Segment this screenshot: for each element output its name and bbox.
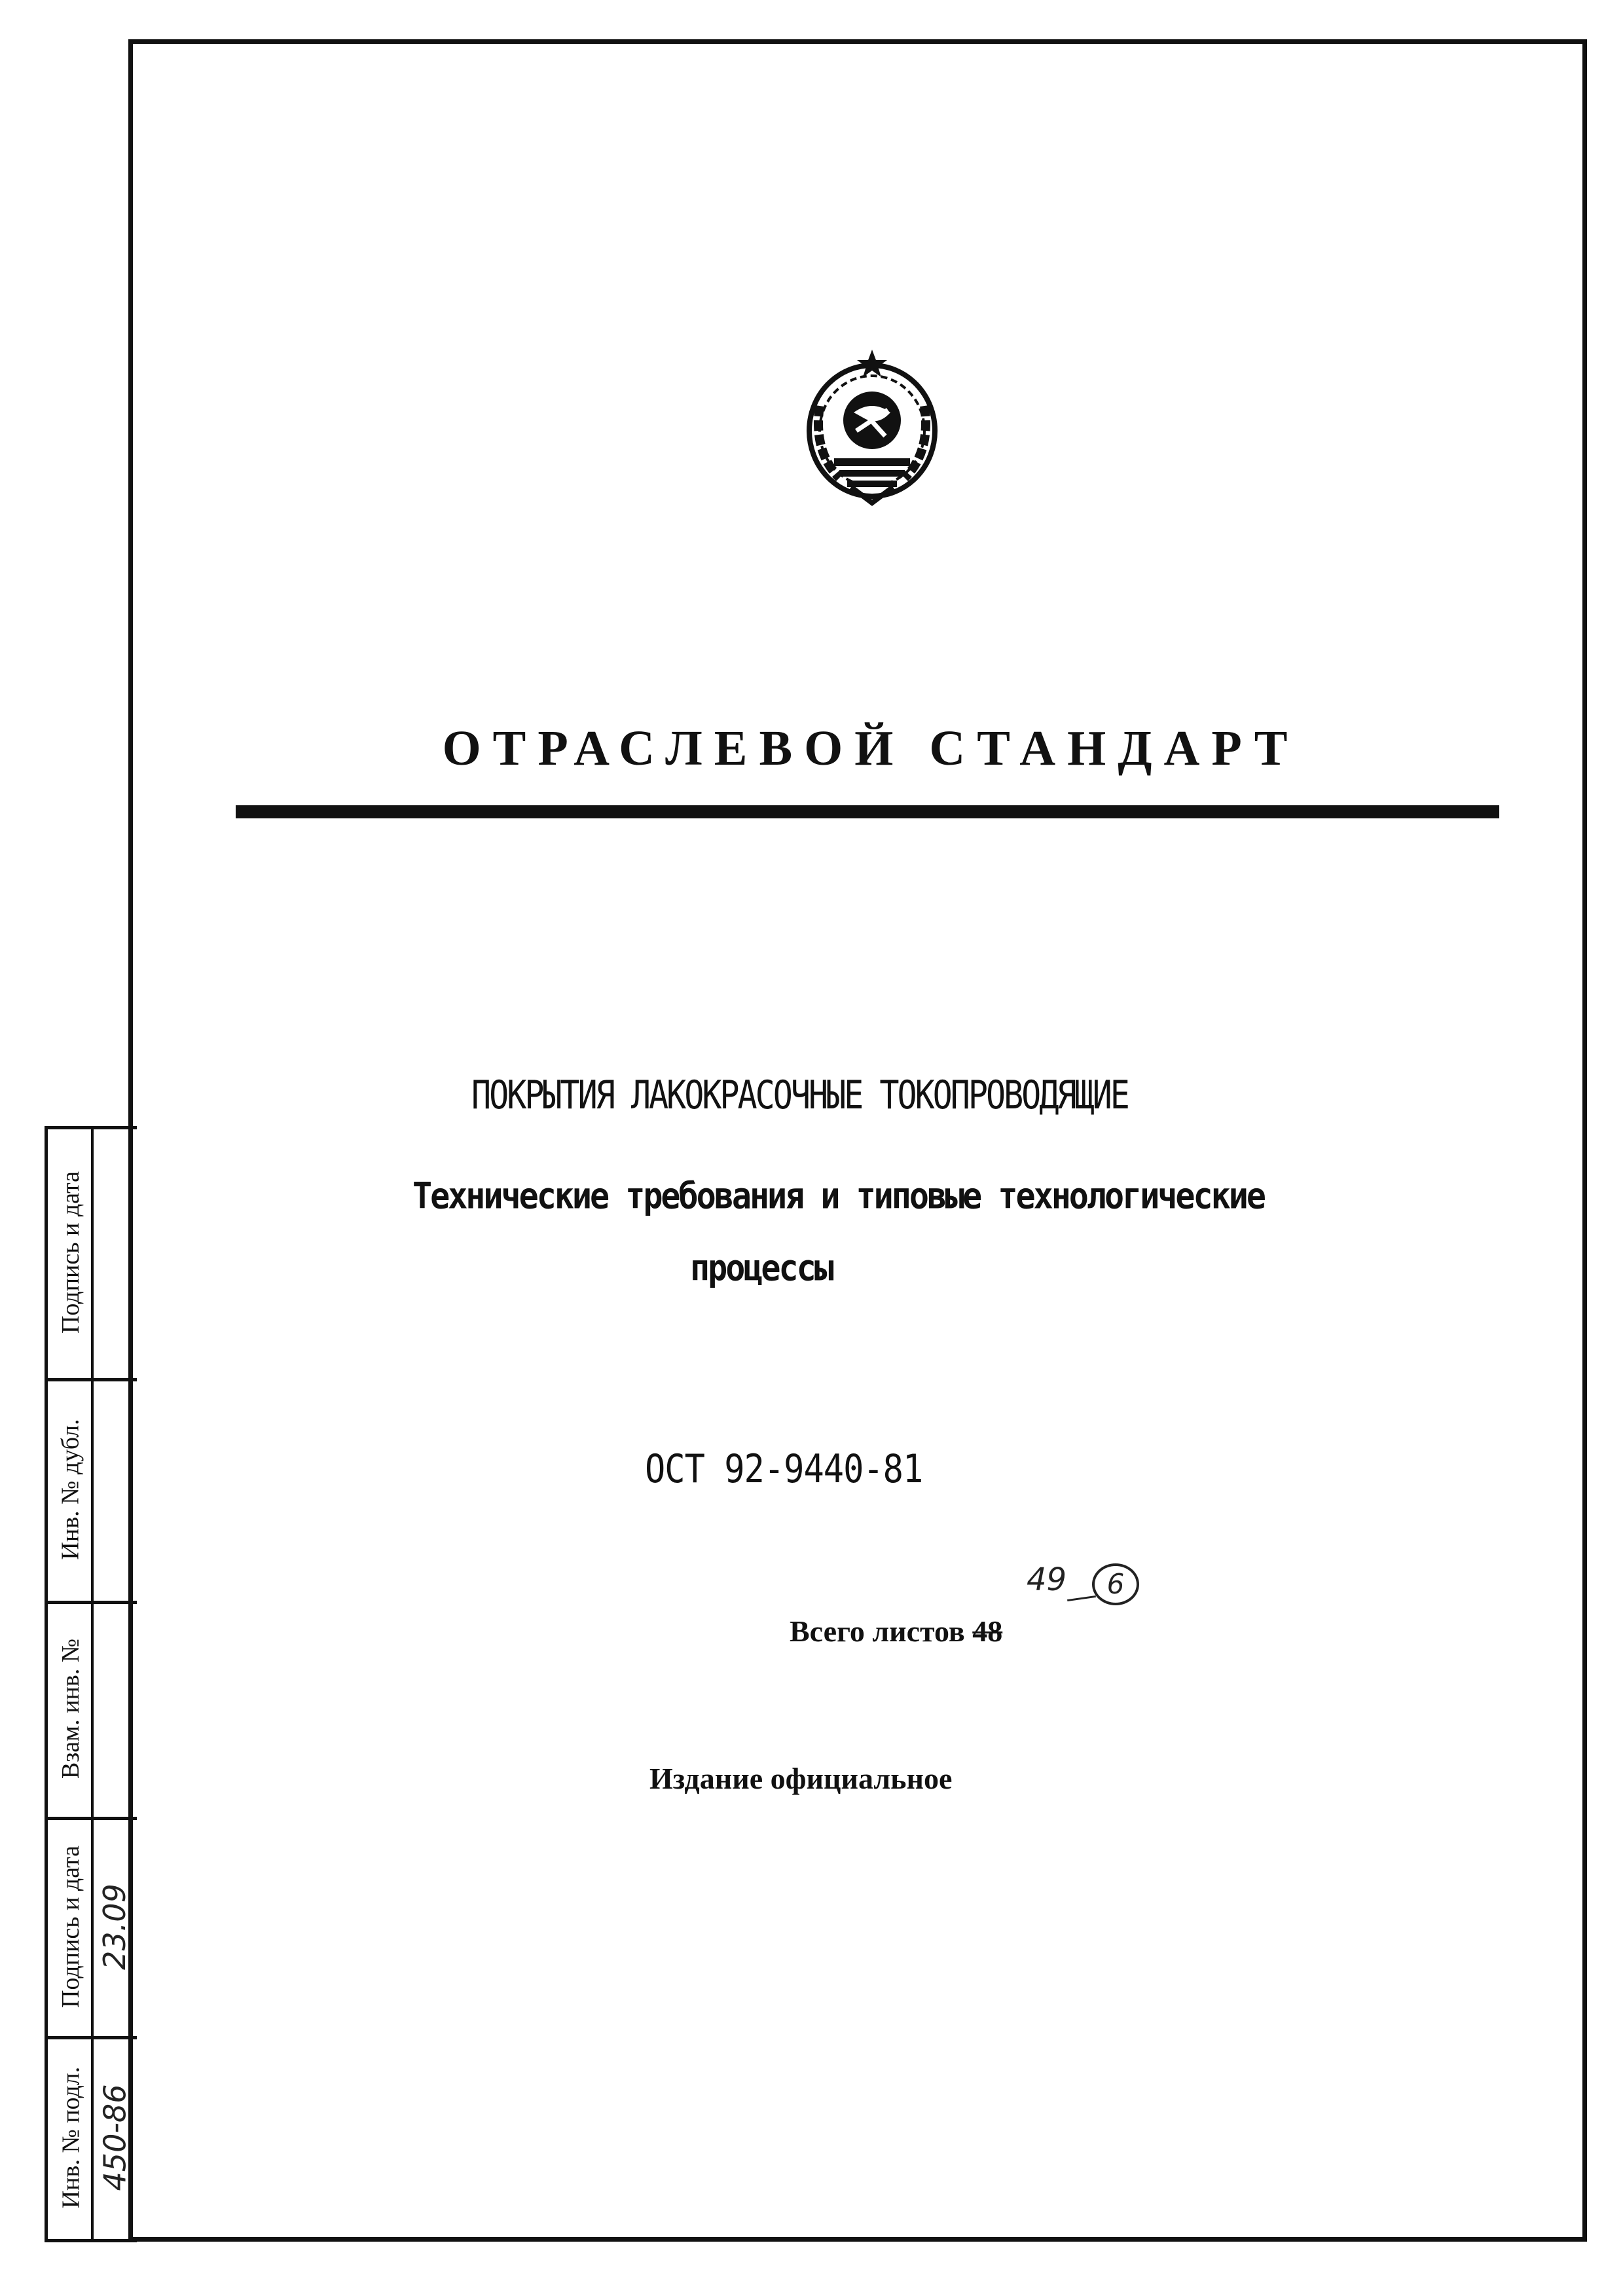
- sheets-label: Всего листов: [790, 1614, 965, 1648]
- stamp-hand-cell: [95, 1817, 134, 2036]
- document-code: ОСТ 92-9440-81: [645, 1447, 923, 1492]
- handwritten-date: 23.09: [97, 1883, 133, 1970]
- stamp-label-dup-inv: Инв. № дубл.: [57, 1419, 85, 1560]
- stamp-cell: [52, 1601, 90, 1817]
- stamp-label-signature-date: Подпись и дата: [57, 1171, 85, 1334]
- edition-label: Издание официальное: [649, 1762, 953, 1795]
- sheets-line: [790, 1614, 1002, 1649]
- handwritten-sheet-count: 49: [1027, 1561, 1067, 1598]
- document-title: ПОКРЫТИЯ ЛАКОКРАСОЧНЫЕ ТОКОПРОВОДЯЩИЕ: [471, 1072, 1128, 1118]
- stamp-cell: [52, 1126, 90, 1378]
- stamp-label-original-inv: Инв. № подл.: [57, 2066, 85, 2209]
- standard-heading: ОТРАСЛЕВОЙ СТАНДАРТ: [442, 721, 1300, 776]
- document-subtitle-line2: процессы: [690, 1247, 832, 1289]
- stamp-hand-cell: [95, 2036, 134, 2239]
- stamp-cell: [52, 2036, 90, 2239]
- handwritten-inventory-number: 450-86: [97, 2084, 132, 2191]
- struck-sheet-count: 48: [972, 1614, 1003, 1648]
- heading-rule: [236, 805, 1499, 818]
- side-stamp: [45, 1126, 134, 2242]
- document-subtitle-line1: Технические требования и типовые технологические: [412, 1175, 1264, 1217]
- stamp-label-replacement-inv: Взам. инв. №: [57, 1638, 85, 1779]
- stamp-label-signature-date-2: Подпись и дата: [57, 1845, 85, 2008]
- stamp-cell: [52, 1378, 90, 1601]
- state-emblem-icon: [793, 347, 951, 507]
- circled-mark: 6: [1092, 1563, 1139, 1605]
- stamp-divider: [91, 1126, 94, 2242]
- stamp-cell: [52, 1817, 90, 2036]
- stamp-rule: [48, 2239, 137, 2242]
